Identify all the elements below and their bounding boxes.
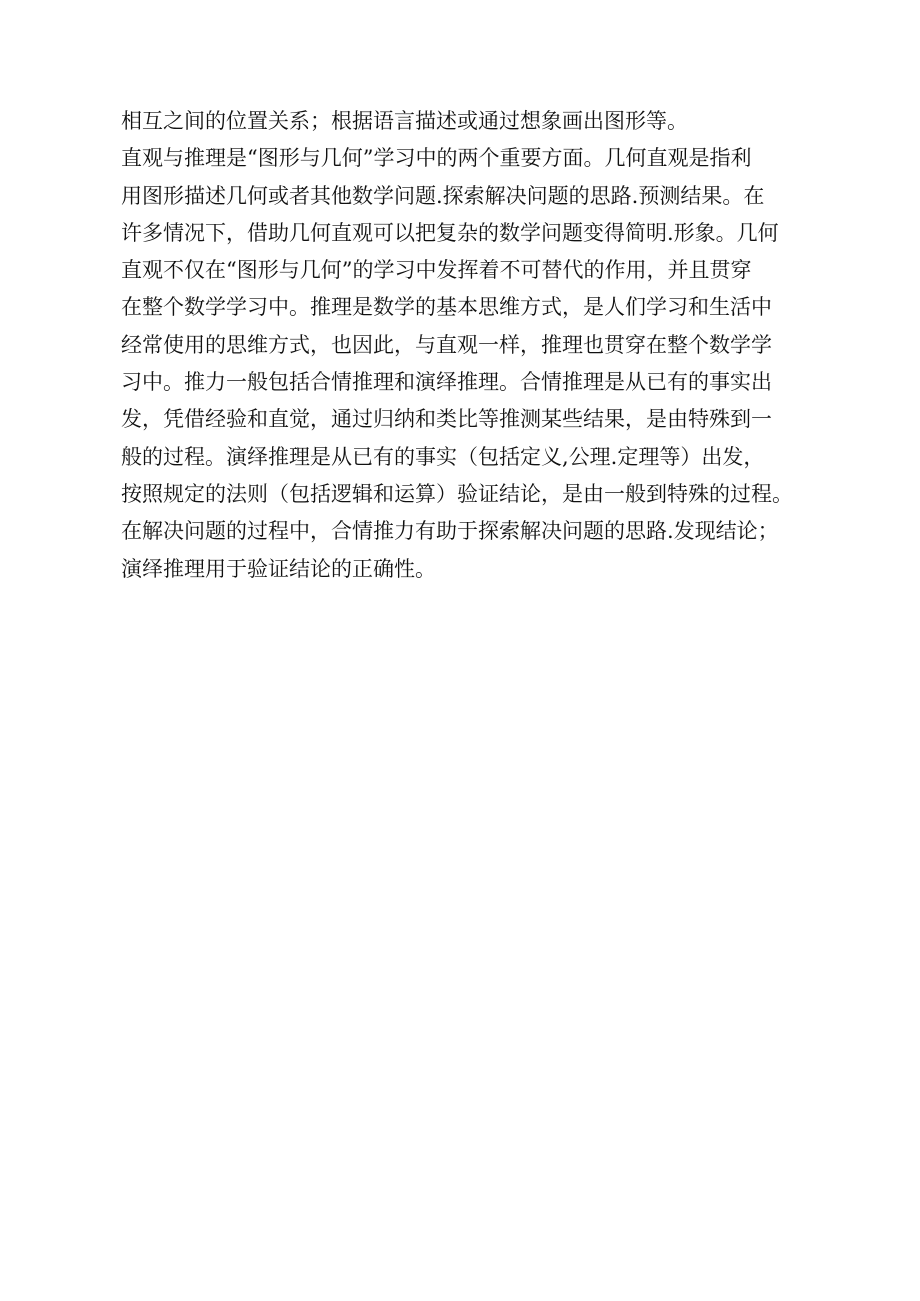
text-line: 用图形描述几何或者其他数学问题.探索解决问题的思路.预测结果。在: [121, 183, 765, 208]
text-line: 演绎推理用于验证结论的正确性。: [121, 556, 436, 581]
text-line: 相互之间的位置关系；根据语言描述或通过想象画出图形等。: [121, 109, 688, 133]
text-line: 般的过程。演绎推理是从已有的事实（包括定义,公理.定理等）出发，: [121, 444, 765, 469]
text-line: 习中。推力一般包括合情推理和演绎推理。合情推理是从已有的事实出: [121, 370, 772, 395]
text-line: 在解决问题的过程中，合情推力有助于探索解决问题的思路.发现结论；: [121, 519, 779, 544]
text-line: 许多情况下，借助几何直观可以把复杂的数学问题变得简明.形象。几何: [121, 220, 779, 245]
body-paragraph: [121, 103, 821, 588]
text-line: 经常使用的思维方式，也因此，与直观一样，推理也贯穿在整个数学学: [121, 332, 772, 357]
text-line: 直观与推理是“图形与几何”学习中的两个重要方面。几何直观是指利: [121, 146, 752, 171]
text-line: 直观不仅在“图形与几何”的学习中发挥着不可替代的作用，并且贯穿: [121, 258, 752, 283]
text-line: 在整个数学学习中。推理是数学的基本思维方式，是人们学习和生活中: [121, 295, 772, 320]
text-line: 发，凭借经验和直觉，通过归纳和类比等推测某些结果，是由特殊到一: [121, 407, 772, 432]
text-line: 按照规定的法则（包括逻辑和运算）验证结论，是由一般到特殊的过程。: [121, 481, 793, 506]
